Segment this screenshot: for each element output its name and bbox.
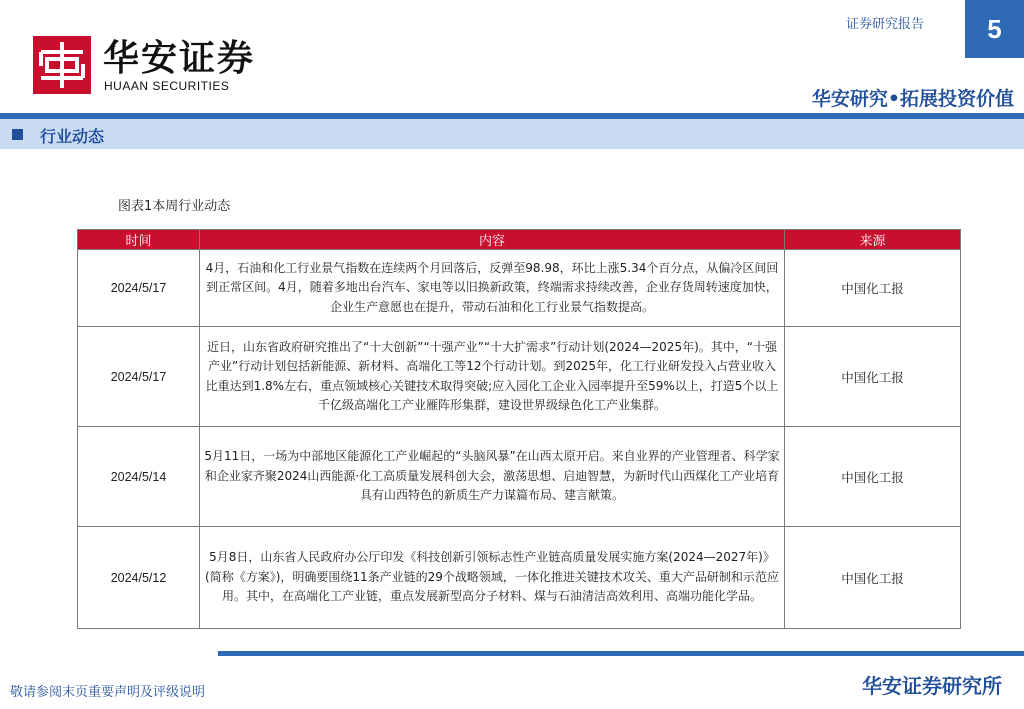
section-header-bar [0, 119, 1024, 149]
row-content: 5月8日，山东省人民政府办公厅印发《科技创新引领标志性产业链高质量发展实施方案(2024—2027年)》(简称《方案》)，明确要围绕11条产业链的29个战略领域，一体化推进关键技术攻关、重大产品研制和示范应用。其中，在高端化工产业链，重点发展新型高分子材料、煤与石油清洁高效利用、高端功能化学品。 [200, 527, 785, 629]
table-row [78, 427, 961, 527]
column-header-date: 时间 [78, 230, 200, 250]
header-slogan: 华安研究•拓展投资价值 [811, 88, 1014, 110]
table-caption: 图表1本周行业动态 [118, 199, 231, 214]
row-source: 中国化工报 [785, 527, 961, 629]
row-content: 近日，山东省政府研究推出了“十大创新”“十强产业”“十大扩需求”行动计划(2024—2025年)。其中，“十强产业”行动计划包括新能源、新材料、高端化工等12个行动计划。到2025年，化工行业研发投入占营业收入比重达到1.8%左右，重点领域核心关键技术取得突破;应入园化工企业入园率提升至59%以上，打造5个以上千亿级高端化工产业雁阵形集群，建设世界级绿色化工产业集群。 [200, 327, 785, 427]
company-name-en: HUAAN SECURITIES [104, 79, 230, 93]
row-date: 2024/5/17 [78, 327, 200, 427]
row-date: 2024/5/12 [78, 527, 200, 629]
company-name-cn: 华安证券 [103, 37, 256, 79]
disclaimer-note: 敬请参阅末页重要声明及评级说明 [10, 685, 206, 700]
footer-organization: 华安证券研究所 [862, 674, 1002, 698]
row-content: 4月，石油和化工行业景气指数在连续两个月回落后，反弹至98.98，环比上涨5.34个百分点，从偏冷区间回到正常区间。4月，随着多地出台汽车、家电等以旧换新政策，终端需求持续改善，企业存货周转速度加快，企业生产意愿也在提升，带动石油和化工行业景气指数提高。 [200, 250, 785, 327]
report-type-label: 证券研究报告 [846, 17, 925, 32]
row-source: 中国化工报 [785, 327, 961, 427]
section-title: 行业动态 [40, 127, 105, 146]
industry-news-table [77, 229, 961, 629]
footer-divider [218, 651, 1024, 656]
table-header-row [78, 230, 961, 250]
row-source: 中国化工报 [785, 250, 961, 327]
column-header-content: 内容 [200, 230, 785, 250]
page-number: 5 [965, 0, 1024, 58]
column-header-source: 来源 [785, 230, 961, 250]
table-row [78, 527, 961, 629]
row-date: 2024/5/17 [78, 250, 200, 327]
row-date: 2024/5/14 [78, 427, 200, 527]
row-source: 中国化工报 [785, 427, 961, 527]
table-row [78, 327, 961, 427]
square-bullet-icon [12, 129, 23, 140]
row-content: 5月11日，一场为中部地区能源化工产业崛起的“头脑风暴”在山西太原开启。来自业界的产业管理者、科学家和企业家齐聚2024山西能源·化工高质量发展科创大会，激荡思想、启迪智慧，为新时代山西煤化工产业培育具有山西特色的新质生产力谋篇布局、建言献策。 [200, 427, 785, 527]
table-row [78, 250, 961, 327]
company-logo-icon [33, 36, 91, 94]
